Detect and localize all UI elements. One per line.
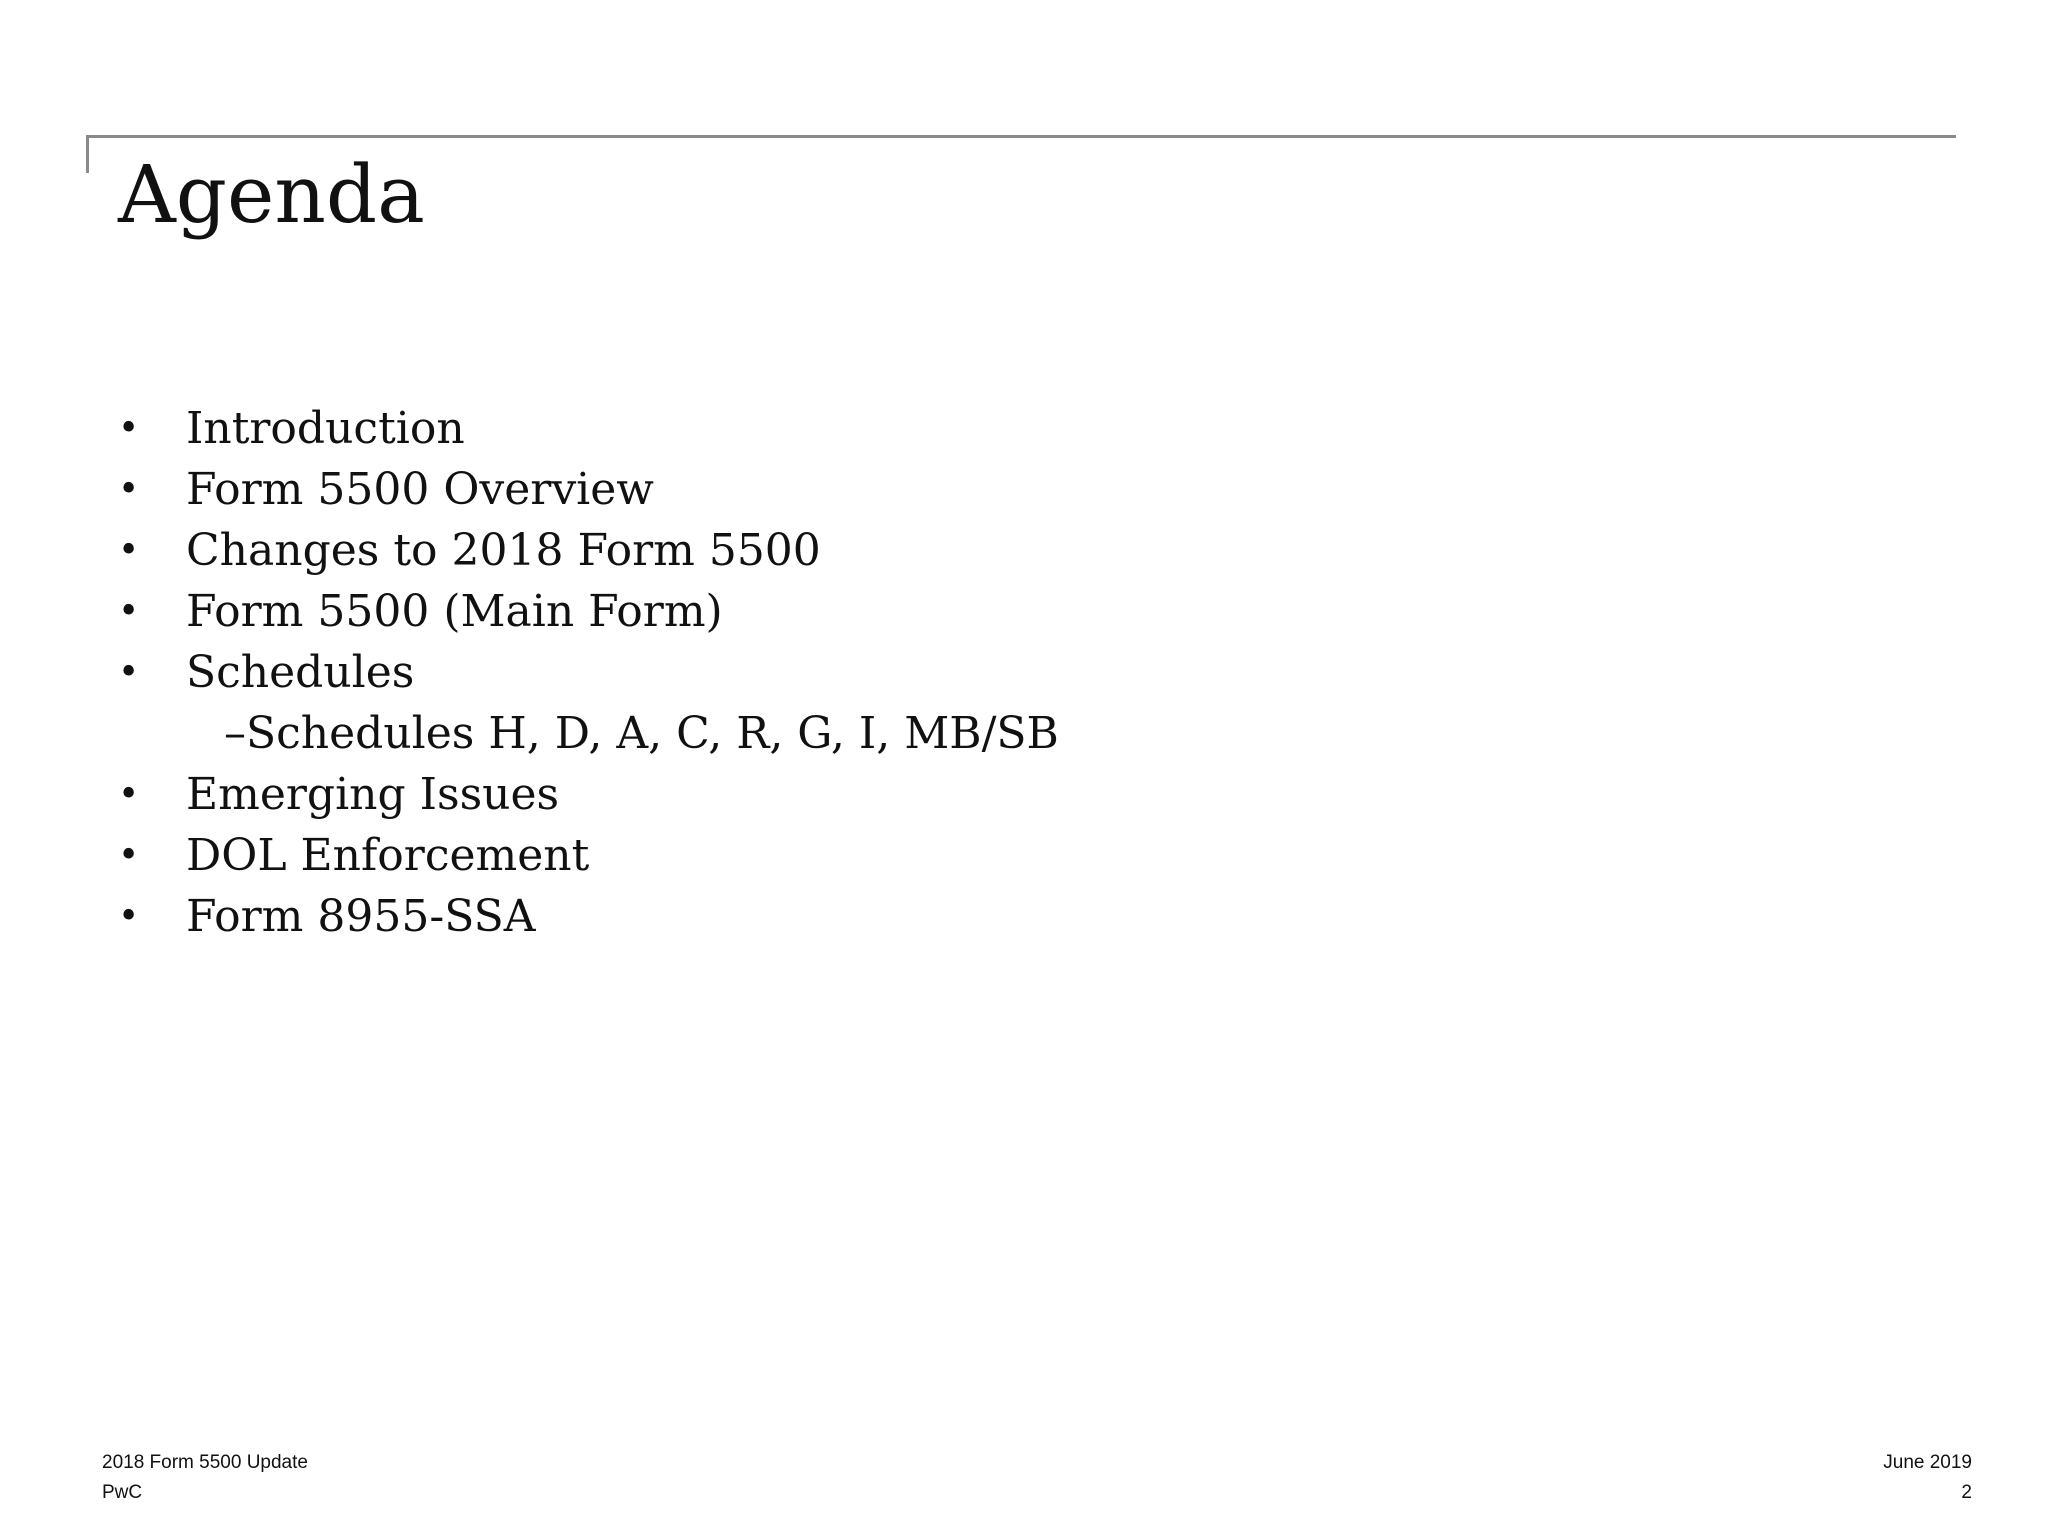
agenda-subitem-label: –Schedules H, D, A, C, R, G, I, MB/SB	[224, 708, 1059, 759]
bullet-icon: •	[118, 408, 140, 449]
bullet-icon: •	[118, 469, 140, 510]
agenda-item-label: Emerging Issues	[186, 769, 560, 820]
footer-page-number: 2	[1961, 1482, 1972, 1503]
agenda-item-label: Schedules	[186, 647, 415, 698]
bullet-icon: •	[118, 530, 140, 571]
bullet-icon: •	[118, 652, 140, 693]
agenda-item-label: Form 8955-SSA	[186, 891, 536, 942]
bullet-icon: •	[118, 774, 140, 815]
footer-presentation-name: 2018 Form 5500 Update	[102, 1452, 308, 1473]
agenda-item-label: DOL Enforcement	[186, 830, 590, 881]
title-rule	[86, 135, 1956, 138]
bullet-icon: •	[118, 896, 140, 937]
agenda-item-label: Introduction	[186, 403, 465, 454]
title-rule-tick	[86, 135, 89, 173]
footer-company: PwC	[102, 1482, 143, 1503]
agenda-item-label: Form 5500 (Main Form)	[186, 586, 723, 637]
bullet-icon: •	[118, 835, 140, 876]
agenda-item-label: Form 5500 Overview	[186, 464, 654, 515]
footer-date: June 2019	[1883, 1452, 1972, 1473]
agenda-item-label: Changes to 2018 Form 5500	[186, 525, 821, 576]
slide-title: Agenda	[118, 148, 425, 241]
bullet-icon: •	[118, 591, 140, 632]
